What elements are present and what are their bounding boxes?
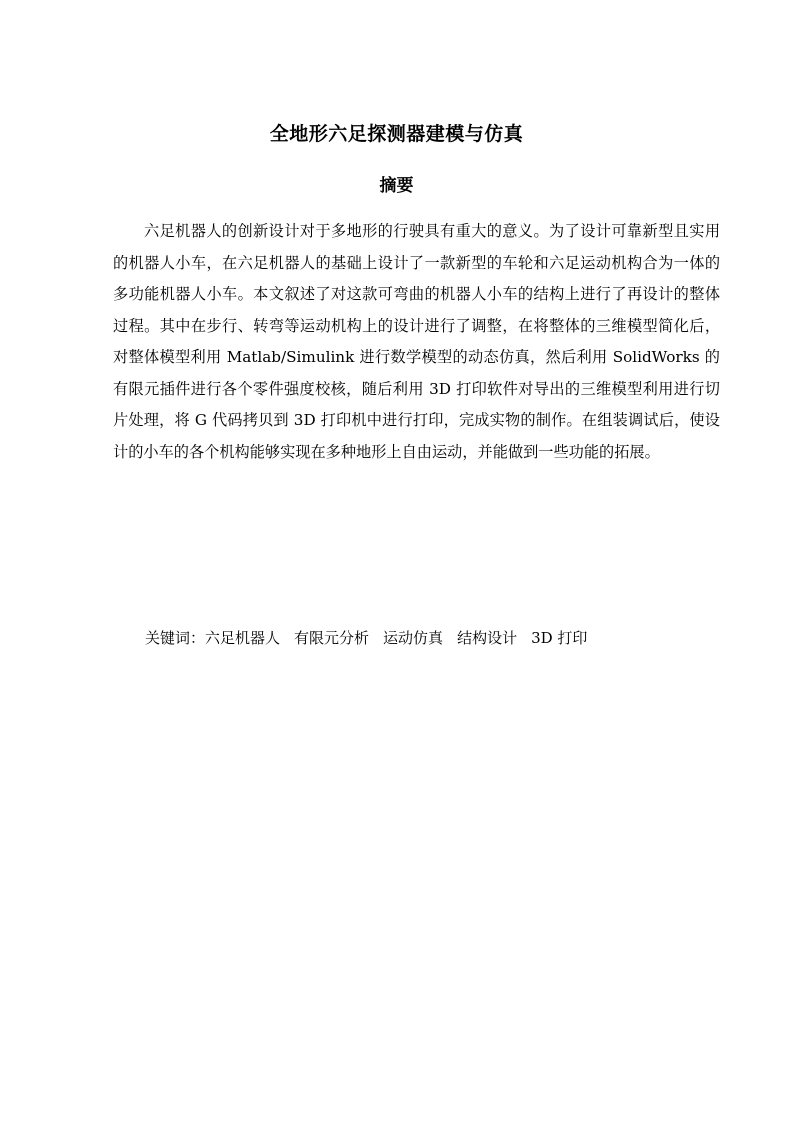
abstract-heading: 摘要 xyxy=(379,176,414,196)
keyword-item: 有限元分析 xyxy=(294,629,370,647)
paper-title: 全地形六足探测器建模与仿真 xyxy=(269,123,524,145)
keyword-item: 结构设计 xyxy=(457,629,518,647)
keyword-item: 六足机器人 xyxy=(205,629,281,647)
keyword-item: 运动仿真 xyxy=(383,629,444,647)
keywords-label: 关键词： xyxy=(145,629,206,647)
keywords-line xyxy=(145,624,705,652)
keyword-item: 3D 打印 xyxy=(531,629,588,647)
abstract-body: 六足机器人的创新设计对于多地形的行驶具有重大的意义。为了设计可靠新型且实用的机器人小车，在六足机器人的基础上设计了一款新型的车轮和六足运动机构合为一体的多功能机器人小车。本文叙述了对这款可弯曲的机器人小车的结构上进行了再设计的整体过程。其中在步行、转弯等运动机构上的设计进行了调整，在将整体的三维模型简化后，对整体模型利用 Matlab/Simulink 进行数学模型的动态仿真，然后利用 SolidWorks 的有限元插件进行各个零件强度校核，随后利用 3D 打印软件对导出的三维模型利用进行切片处理，将 G 代码拷贝到 3D 打印机中进行打印，完成实物的制作。在组装调试后，使设计的小车的各个机构能够实现在多种地形上自由运动，并能做到一些功能的拓展。 xyxy=(113,222,720,461)
